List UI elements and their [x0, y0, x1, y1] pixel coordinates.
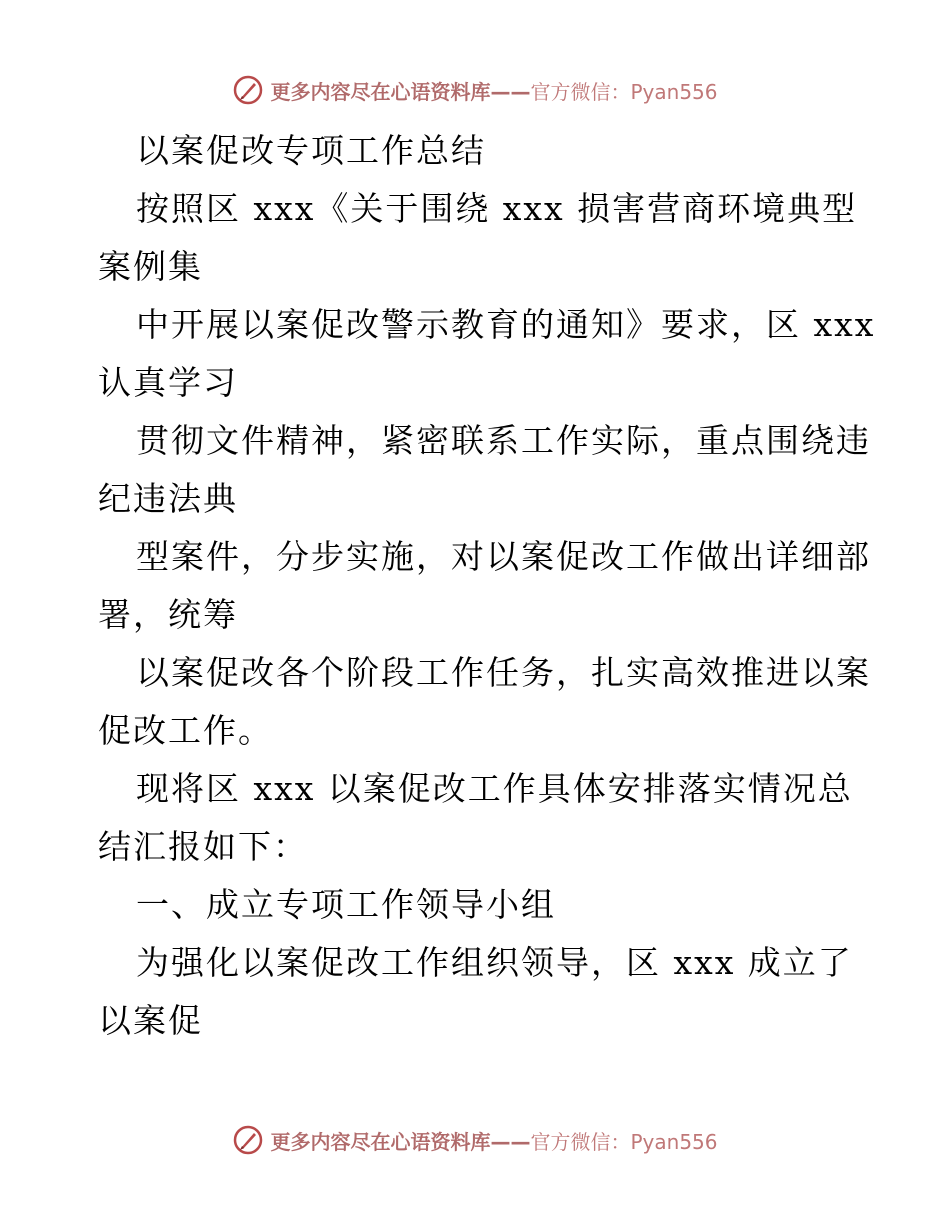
text-line: 以案促改各个阶段工作任务，扎实高效推进以案 — [136, 653, 871, 692]
text-line: 案例集 — [98, 247, 203, 286]
banner-text: 更多内容尽在心语资料库——官方微信：Pyan556 — [270, 79, 718, 104]
text-line: 现将区 xxx 以案促改工作具体安排落实情况总 — [136, 769, 853, 808]
quill-logo-icon — [232, 74, 264, 106]
text-line: 按照区 xxx《关于围绕 xxx 损害营商环境典型 — [136, 189, 858, 228]
section-heading: 一、成立专项工作领导小组 — [136, 885, 556, 924]
quill-logo-icon — [232, 1124, 264, 1156]
document-title: 以案促改专项工作总结 — [136, 131, 486, 170]
document-body — [98, 122, 876, 1050]
text-line: 促改工作。 — [98, 711, 273, 750]
text-line: 型案件，分步实施，对以案促改工作做出详细部 — [136, 537, 871, 576]
header-banner — [0, 70, 950, 110]
text-line: 中开展以案促改警示教育的通知》要求，区 xxx — [136, 305, 876, 344]
text-line: 结汇报如下： — [98, 827, 308, 866]
text-line: 署，统筹 — [98, 595, 238, 634]
text-line: 以案促 — [98, 1001, 203, 1040]
text-line: 纪违法典 — [98, 479, 238, 518]
banner-text: 更多内容尽在心语资料库——官方微信：Pyan556 — [270, 1129, 718, 1154]
text-line: 贯彻文件精神，紧密联系工作实际，重点围绕违 — [136, 421, 871, 460]
footer-banner — [0, 1120, 950, 1160]
text-line: 认真学习 — [98, 363, 238, 402]
text-line: 为强化以案促改工作组织领导，区 xxx 成立了 — [136, 943, 853, 982]
